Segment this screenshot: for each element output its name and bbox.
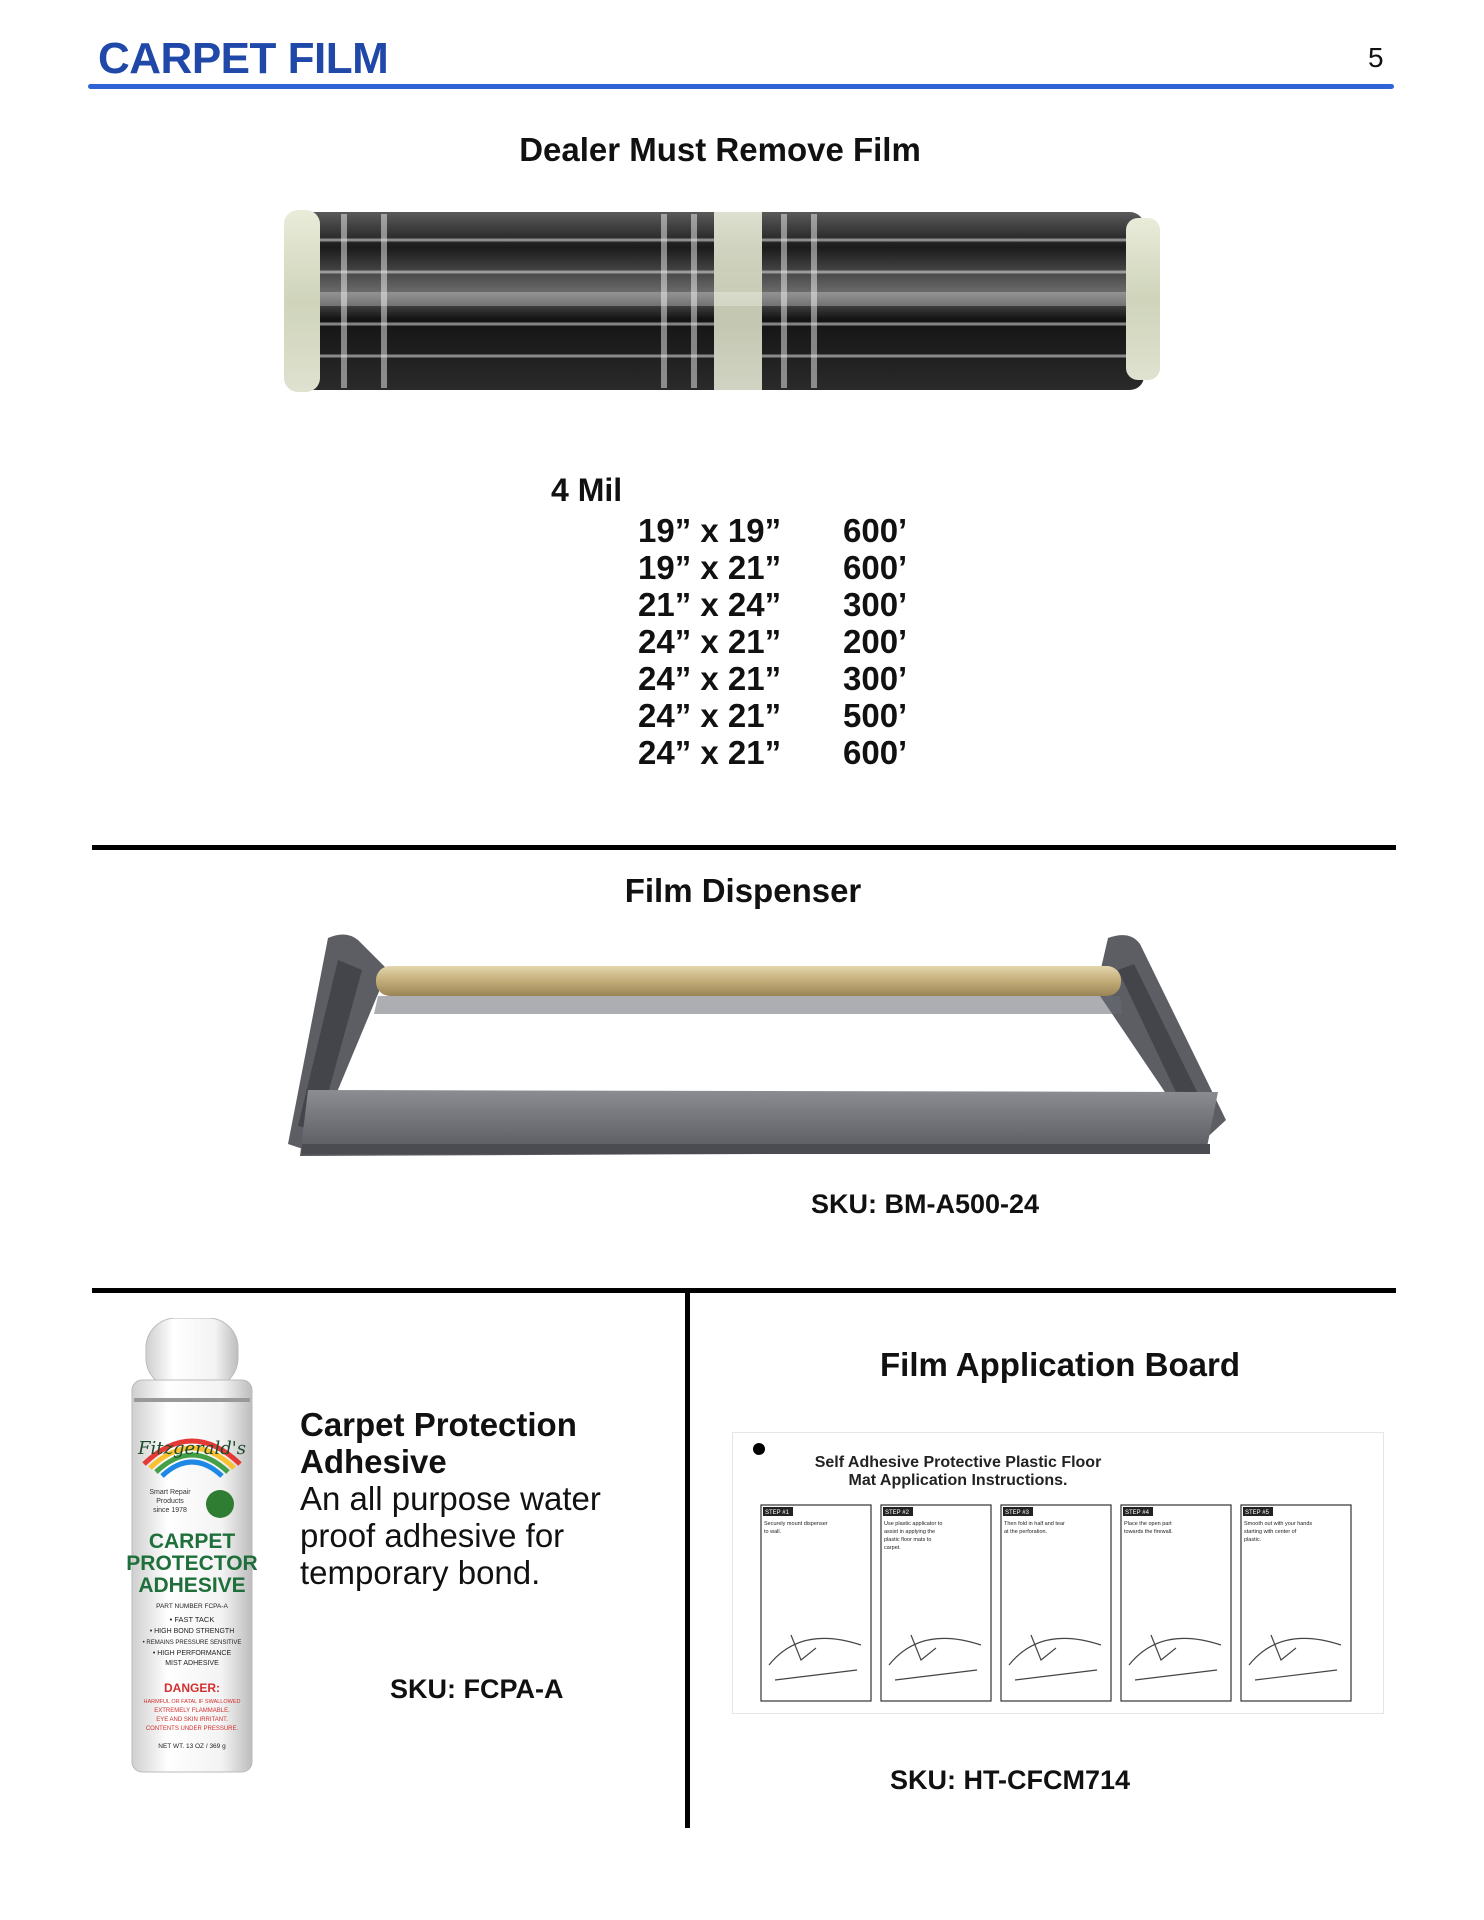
step-text: towards the firewall. <box>1124 1529 1173 1535</box>
length-cell: 500’ <box>843 697 908 734</box>
can-warning: CONTENTS UNDER PRESSURE. <box>145 1726 239 1732</box>
can-danger: DANGER: <box>164 1681 220 1695</box>
column-divider <box>685 1290 690 1828</box>
step-text: Place the open part <box>1124 1521 1172 1527</box>
step-text: to wall. <box>764 1529 782 1535</box>
length-cell: 600’ <box>843 549 908 586</box>
can-product-name: CARPET <box>148 1530 236 1553</box>
board-section-title: Film Application Board <box>880 1346 1240 1383</box>
film-size-table <box>638 512 933 771</box>
film-dispenser-image <box>288 930 1228 1170</box>
can-warning: EXTREMELY FLAMMABLE. <box>154 1708 230 1714</box>
step-text: Smooth out with your hands <box>1244 1521 1313 1527</box>
step-text: at the perforation. <box>1004 1529 1048 1535</box>
instruction-step <box>761 1505 871 1701</box>
can-bullet: • REMAINS PRESSURE SENSITIVE <box>142 1640 242 1646</box>
table-row <box>638 734 933 771</box>
step-text: carpet. <box>884 1545 901 1551</box>
can-part-number: PART NUMBER FCPA-A <box>156 1603 228 1610</box>
step-text: Then fold in half and tear <box>1004 1521 1065 1527</box>
can-bullet: • HIGH BOND STRENGTH <box>149 1628 235 1635</box>
can-weight: NET WT. 13 OZ / 369 g <box>158 1743 226 1750</box>
adhesive-name: Carpet Protection <box>300 1406 577 1443</box>
can-tagline: Smart Repair <box>149 1489 191 1496</box>
length-cell: 300’ <box>843 660 908 697</box>
adhesive-name: Adhesive <box>300 1443 447 1480</box>
page-title: CARPET FILM <box>98 34 389 83</box>
can-brand: Fitzgerald's <box>138 1438 246 1459</box>
size-cell: 24” x 21” <box>638 623 782 660</box>
instruction-step <box>881 1505 991 1701</box>
step-text: Securely mount dispenser <box>764 1521 828 1527</box>
film-thickness-label: 4 Mil <box>551 472 623 508</box>
step-label: STEP #2 <box>885 1510 909 1516</box>
step-label: STEP #5 <box>1245 1510 1269 1516</box>
adhesive-desc-line: proof adhesive for <box>300 1517 565 1554</box>
can-product-name: PROTECTOR <box>126 1552 258 1575</box>
adhesive-description <box>300 1406 680 1591</box>
can-warning: EYE AND SKIN IRRITANT. <box>156 1717 228 1723</box>
table-row <box>638 586 933 623</box>
board-sku: SKU: HT-CFCM714 <box>890 1765 1131 1795</box>
size-cell: 24” x 21” <box>638 734 782 771</box>
instructions-heading: Self Adhesive Protective Plastic Floor <box>814 1454 1102 1471</box>
step-text: Use plastic applicator to <box>884 1521 943 1527</box>
length-cell: 200’ <box>843 623 908 660</box>
step-label: STEP #4 <box>1125 1510 1149 1516</box>
adhesive-desc-line: An all purpose water <box>300 1480 601 1517</box>
table-row <box>638 623 933 660</box>
size-cell: 19” x 21” <box>638 549 782 586</box>
table-row <box>638 549 933 586</box>
step-text: starting with center of <box>1244 1529 1297 1535</box>
table-row <box>638 660 933 697</box>
film-section-title: Dealer Must Remove Film <box>519 131 921 168</box>
can-tagline: Products <box>156 1498 184 1505</box>
section-divider <box>92 845 1396 850</box>
step-label: STEP #3 <box>1005 1510 1029 1516</box>
instruction-step <box>1001 1505 1111 1701</box>
can-tagline: since 1978 <box>153 1507 187 1514</box>
can-product-name: ADHESIVE <box>138 1574 246 1597</box>
step-label: STEP #1 <box>765 1510 789 1516</box>
section-divider <box>92 1288 1396 1293</box>
adhesive-desc-line: temporary bond. <box>300 1554 541 1591</box>
film-roll-image <box>284 206 1164 398</box>
can-warning: HARMFUL OR FATAL IF SWALLOWED <box>143 1699 241 1705</box>
size-cell: 24” x 21” <box>638 660 782 697</box>
step-text: plastic. <box>1244 1537 1262 1543</box>
leprechaun-icon <box>206 1490 234 1518</box>
instructions-heading: Mat Application Instructions. <box>848 1472 1068 1489</box>
adhesive-can-image <box>126 1318 258 1774</box>
step-text: plastic floor mats to <box>884 1537 932 1543</box>
dispenser-sku: SKU: BM-A500-24 <box>811 1189 1040 1219</box>
can-bullet: MIST ADHESIVE <box>165 1660 219 1667</box>
length-cell: 300’ <box>843 586 908 623</box>
can-bullet: • HIGH PERFORMANCE <box>152 1650 232 1657</box>
dispenser-section-title: Film Dispenser <box>624 872 862 909</box>
header-rule <box>88 84 1394 89</box>
instruction-step <box>1241 1505 1351 1701</box>
length-cell: 600’ <box>843 512 908 549</box>
can-bullet: • FAST TACK <box>169 1615 215 1624</box>
table-row <box>638 697 933 734</box>
size-cell: 21” x 24” <box>638 586 782 623</box>
board-instructions-image <box>732 1432 1384 1714</box>
size-cell: 19” x 19” <box>638 512 782 549</box>
table-row <box>638 512 933 549</box>
page-number: 5 <box>1368 42 1384 73</box>
adhesive-sku: SKU: FCPA-A <box>390 1674 564 1704</box>
instruction-step <box>1121 1505 1231 1701</box>
size-cell: 24” x 21” <box>638 697 782 734</box>
length-cell: 600’ <box>843 734 908 771</box>
instruction-steps <box>761 1505 1351 1701</box>
bullet-icon <box>753 1443 765 1455</box>
step-text: assist in applying the <box>884 1529 936 1535</box>
